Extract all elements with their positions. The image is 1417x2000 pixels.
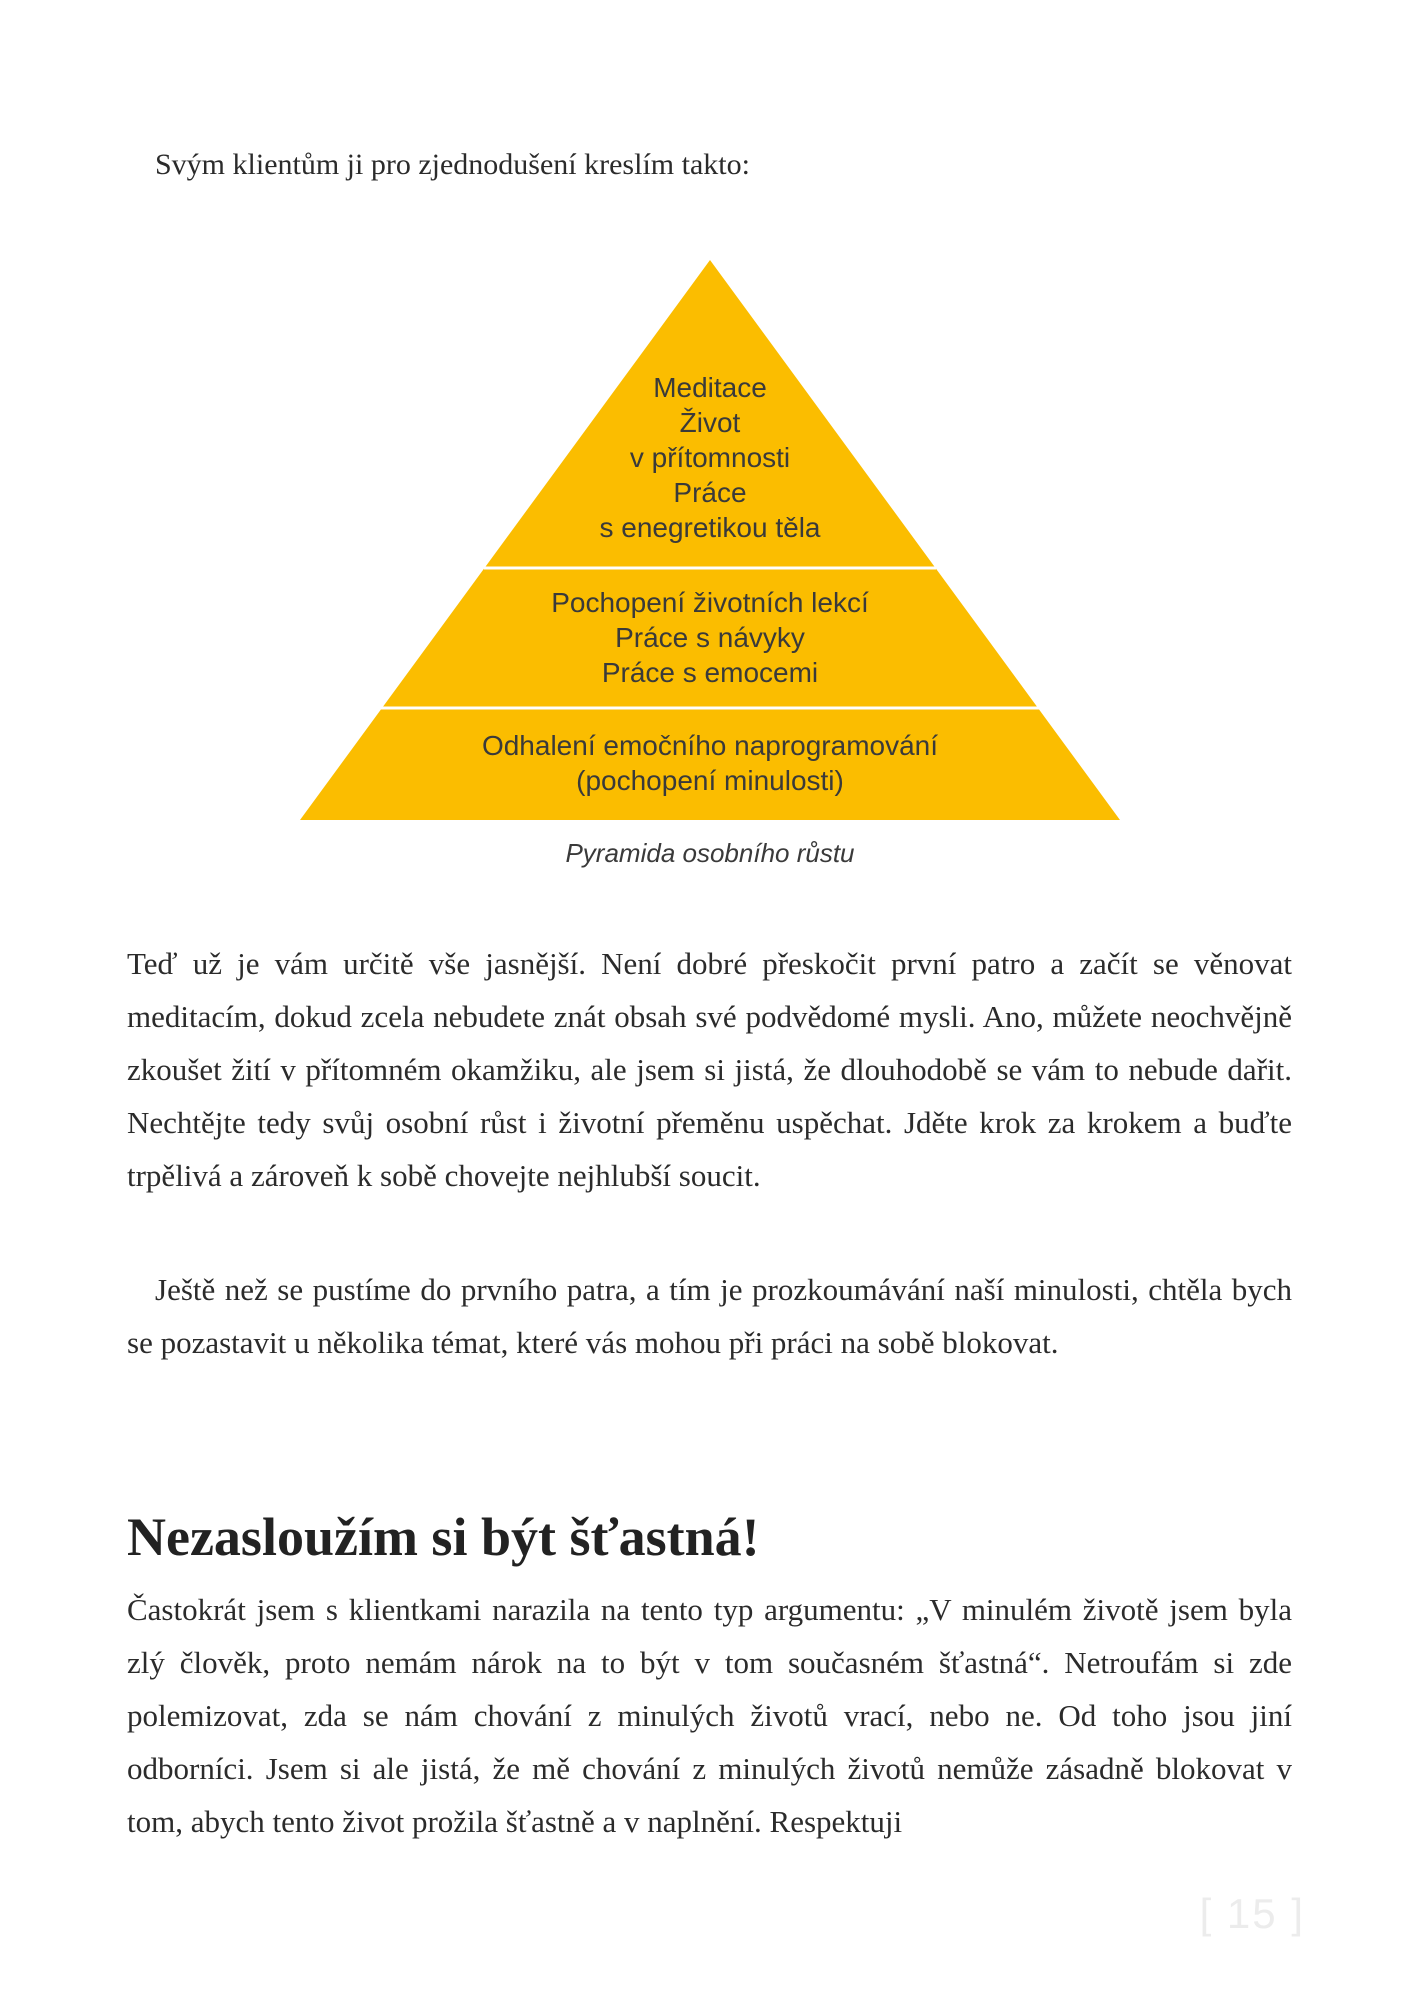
pyramid-tier-bottom bbox=[300, 728, 1120, 798]
pyramid-diagram bbox=[300, 260, 1120, 820]
tier-top-line: v přítomnosti bbox=[629, 442, 791, 473]
tier-top-line: s enegretikou těla bbox=[599, 512, 821, 543]
paragraph: Ještě než se pustíme do prvního patra, a tím je prozkoumávání naší minulosti, chtěla bych se pozastavit u několika témat, které vás mohou při práci na sobě blokovat. bbox=[127, 1272, 1292, 1360]
tier-middle-line: Pochopení životních lekcí bbox=[551, 587, 869, 618]
paragraph: Teď už je vám určitě vše jasnější. Není dobré přeskočit první patro a začít se věnovat meditacím, dokud zcela nebudete znát obsah své podvědomé mysli. Ano, můžete neochvějně zkoušet žití v přítomném okamžiku, ale jsem si jistá, že dlouhodobě se vám to nebude dařit. Nechtějte tedy svůj osobní růst i životní přeměnu uspěchat. Jděte krok za krokem a buďte trpělivá a zároveň k sobě chovejte nejhlubší soucit. bbox=[127, 946, 1292, 1193]
tier-top-line: Život bbox=[679, 407, 741, 438]
paragraph: Častokrát jsem s klientkami narazila na tento typ argumentu: „V minulém životě jsem byla zlý člověk, proto nemám nárok na to být v tom současném šťastná“. Netroufám si zde polemizovat, zda se nám chování z minulých životů vrací, nebo ne. Od toho jsou jiní odborníci. Jsem si ale jistá, že mě chování z minulých životů nemůže zásadně blokovat v tom, abych tento život prožila šťastně a v naplnění. Respektuji bbox=[127, 1592, 1292, 1839]
tier-bottom-line: Odhalení emočního naprogramování bbox=[481, 730, 939, 761]
section-heading: Nezasloužím si být šťastná! bbox=[127, 1507, 760, 1567]
tier-bottom-line: (pochopení minulosti) bbox=[576, 765, 844, 796]
tier-top-line: Práce bbox=[673, 477, 747, 508]
tier-middle-line: Práce s emocemi bbox=[601, 657, 819, 688]
pyramid-tier-top bbox=[300, 370, 1120, 545]
pyramid-tier-middle bbox=[300, 585, 1120, 690]
tier-middle-line: Práce s návyky bbox=[615, 622, 805, 653]
page-number: [ 15 ] bbox=[1199, 1890, 1305, 1937]
pyramid-caption: Pyramida osobního růstu bbox=[565, 838, 855, 868]
intro-text: Svým klientům ji pro zjednodušení kreslím takto: bbox=[155, 148, 750, 181]
tier-top-line: Meditace bbox=[653, 372, 767, 403]
